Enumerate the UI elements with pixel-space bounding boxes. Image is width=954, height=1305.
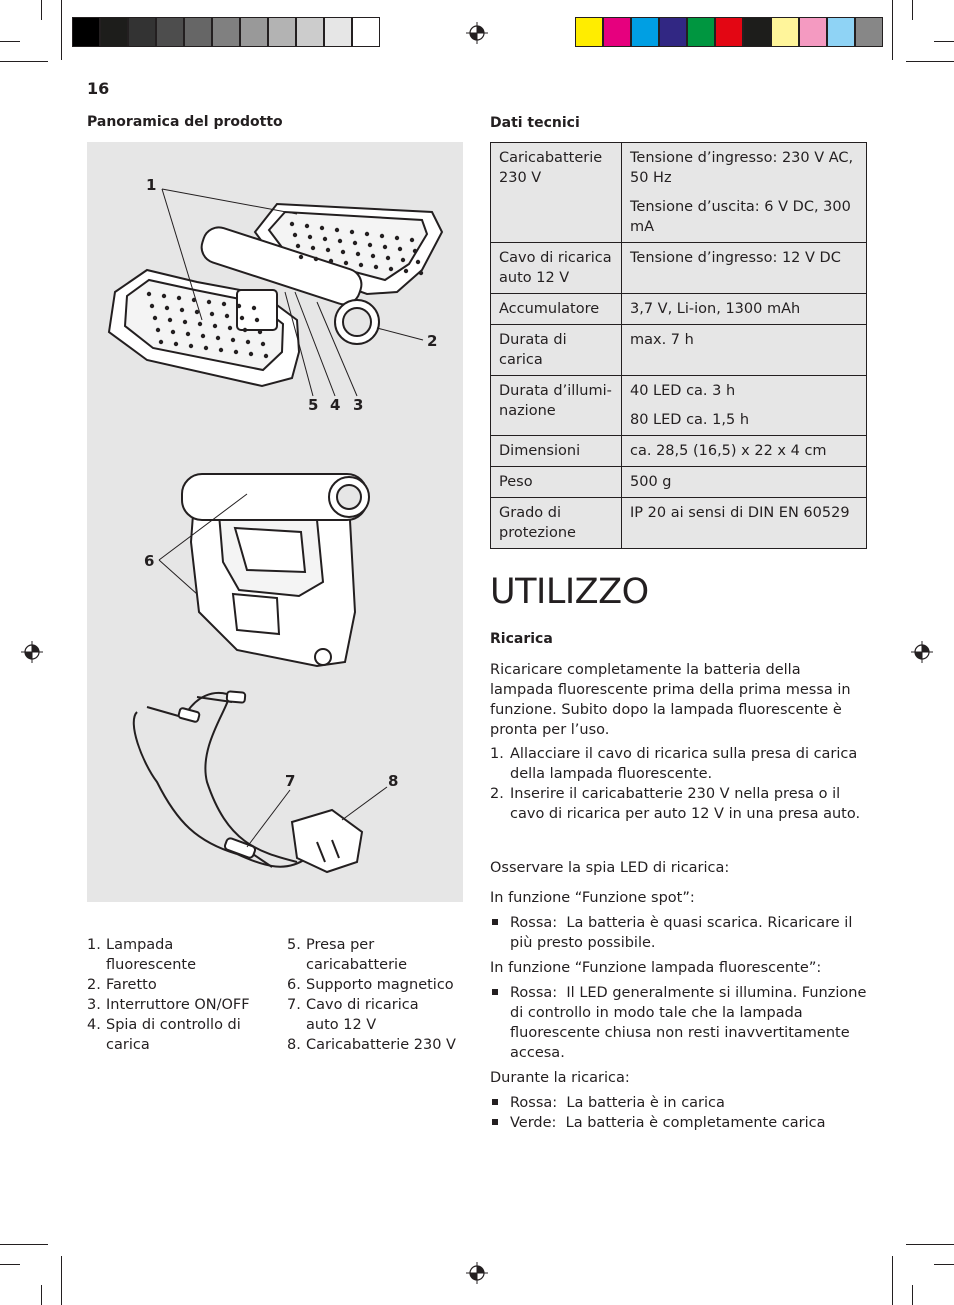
table-row [491, 376, 867, 436]
color-swatch [687, 17, 715, 47]
color-swatch [827, 17, 855, 47]
color-swatch [855, 17, 883, 47]
list-item: 2. Inserire il caricabatterie 230 V nella presa o il cavo di ricarica per auto 12 V in una presa auto. [490, 786, 861, 822]
grey-swatch [72, 17, 100, 47]
table-row [491, 143, 867, 243]
color-swatch [799, 17, 827, 47]
grey-swatch [156, 17, 184, 47]
ricarica-steps [490, 744, 867, 824]
list-item: Rossa: La batteria è in carica [490, 1093, 867, 1113]
grey-swatch [296, 17, 324, 47]
section-heading-ricarica: Ricarica [490, 631, 553, 647]
color-swatch [771, 17, 799, 47]
spec-key: Durata di carica [491, 325, 622, 376]
crop-mark [892, 0, 893, 60]
legend-column-1 [87, 935, 267, 1055]
grey-swatch [212, 17, 240, 47]
tech-data-table [490, 142, 867, 549]
crop-mark [892, 1256, 893, 1305]
crop-mark [934, 1264, 954, 1265]
list-item: Rossa: Il LED generalmente si illumina. Funzione di controllo in modo tale che la lampada fluorescente chiusa non resti inavvertitamente accesa. [490, 983, 867, 1063]
spec-key: Accumulatore [491, 294, 622, 325]
grey-swatch [100, 17, 128, 47]
table-row [491, 243, 867, 294]
grey-swatch [324, 17, 352, 47]
ricarica-text [490, 660, 867, 1133]
crop-mark [912, 1285, 913, 1305]
legend-item: 3. Interruttore ON/OFF [87, 997, 250, 1013]
crop-mark [912, 0, 913, 20]
bullet-icon [492, 1099, 498, 1105]
legend-item: 8. Caricabatterie 230 V [287, 1037, 456, 1053]
spec-key: Peso [491, 467, 622, 498]
section-heading-overview: Panoramica del prodotto [87, 114, 283, 130]
spec-value: 500 g [622, 467, 867, 498]
spec-key: Durata d’illumi-nazione [491, 376, 622, 436]
crop-mark [934, 41, 954, 42]
during-charge-list [490, 1093, 867, 1133]
section-title-utilizzo: UTILIZZO [490, 572, 649, 612]
spec-value: Tensione d’ingresso: 230 V AC, 50 Hz Tensione d’uscita: 6 V DC, 300 mA [622, 143, 867, 243]
crop-mark [0, 1244, 48, 1245]
table-row [491, 498, 867, 549]
color-swatch [631, 17, 659, 47]
fluor-mode-list [490, 983, 867, 1063]
color-swatch [659, 17, 687, 47]
spec-value: ca. 28,5 (16,5) x 22 x 4 cm [622, 436, 867, 467]
callout-7: 7 [285, 772, 296, 790]
color-swatch [715, 17, 743, 47]
spot-mode-title: In funzione “Funzione spot”: [490, 890, 695, 906]
spec-key: Grado di protezione [491, 498, 622, 549]
callout-leader-lines [87, 142, 463, 902]
spec-value: Tensione d’ingresso: 12 V DC [622, 243, 867, 294]
page-number: 16 [87, 79, 110, 98]
product-illustration [87, 142, 463, 902]
grey-swatch [184, 17, 212, 47]
spec-key: Caricabatterie 230 V [491, 143, 622, 243]
spec-key: Cavo di ricarica auto 12 V [491, 243, 622, 294]
callout-3: 3 [353, 396, 364, 414]
color-swatch [575, 17, 603, 47]
spec-value: max. 7 h [622, 325, 867, 376]
spec-value: 40 LED ca. 3 h 80 LED ca. 1,5 h [622, 376, 867, 436]
crop-mark [906, 61, 954, 62]
table-row [491, 325, 867, 376]
crop-mark [41, 0, 42, 20]
during-charge-title: Durante la ricarica: [490, 1070, 630, 1086]
grey-swatch [240, 17, 268, 47]
fluor-mode-title: In funzione “Funzione lampada fluorescente”: [490, 960, 822, 976]
ricarica-intro: Ricaricare completamente la batteria della lampada fluorescente prima della prima messa in funzione. Subito dopo la lampada fluorescente è pronta per l’uso. [490, 662, 851, 738]
list-item: Verde: La batteria è completamente carica [490, 1113, 867, 1133]
registration-mark-icon [911, 641, 933, 663]
callout-4: 4 [330, 396, 341, 414]
crop-mark [41, 1285, 42, 1305]
spot-mode-list [490, 913, 867, 953]
color-swatch [603, 17, 631, 47]
spec-value: 3,7 V, Li-ion, 1300 mAh [622, 294, 867, 325]
table-row [491, 467, 867, 498]
grey-swatch [128, 17, 156, 47]
callout-2: 2 [427, 332, 438, 350]
spec-key: Dimensioni [491, 436, 622, 467]
spec-value: IP 20 ai sensi di DIN EN 60529 [622, 498, 867, 549]
crop-mark [61, 1256, 62, 1305]
observe-led-text: Osservare la spia LED di ricarica: [490, 860, 730, 876]
table-row [491, 294, 867, 325]
legend-item: 4. Spia di controllo di carica [87, 1017, 241, 1053]
crop-mark [0, 61, 48, 62]
table-row [491, 436, 867, 467]
crop-mark [906, 1244, 954, 1245]
callout-1: 1 [146, 176, 157, 194]
grey-swatch [268, 17, 296, 47]
legend-item: 6. Supporto magnetico [287, 977, 454, 993]
legend-item: 2. Faretto [87, 977, 157, 993]
bullet-icon [492, 1119, 498, 1125]
section-heading-tech-data: Dati tecnici [490, 115, 580, 131]
legend-item: 7. Cavo di ricarica auto 12 V [287, 997, 419, 1033]
legend-item: 5. Presa per caricabatterie [287, 937, 407, 973]
bullet-icon [492, 919, 498, 925]
callout-6: 6 [144, 552, 155, 570]
callout-5: 5 [308, 396, 319, 414]
bullet-icon [492, 989, 498, 995]
crop-mark [0, 41, 20, 42]
list-item: 1. Allacciare il cavo di ricarica sulla presa di carica della lampada fluorescente. [490, 746, 858, 782]
callout-8: 8 [388, 772, 399, 790]
crop-mark [61, 0, 62, 60]
registration-mark-icon [21, 641, 43, 663]
grey-swatch [352, 17, 380, 47]
crop-mark [0, 1264, 20, 1265]
legend-column-2 [287, 935, 463, 1055]
registration-mark-icon [466, 1262, 488, 1284]
color-swatch [743, 17, 771, 47]
list-item: Rossa: La batteria è quasi scarica. Ricaricare il più presto possibile. [490, 913, 867, 953]
legend-item: 1. Lampada fluorescente [87, 937, 197, 973]
registration-mark-icon [466, 22, 488, 44]
